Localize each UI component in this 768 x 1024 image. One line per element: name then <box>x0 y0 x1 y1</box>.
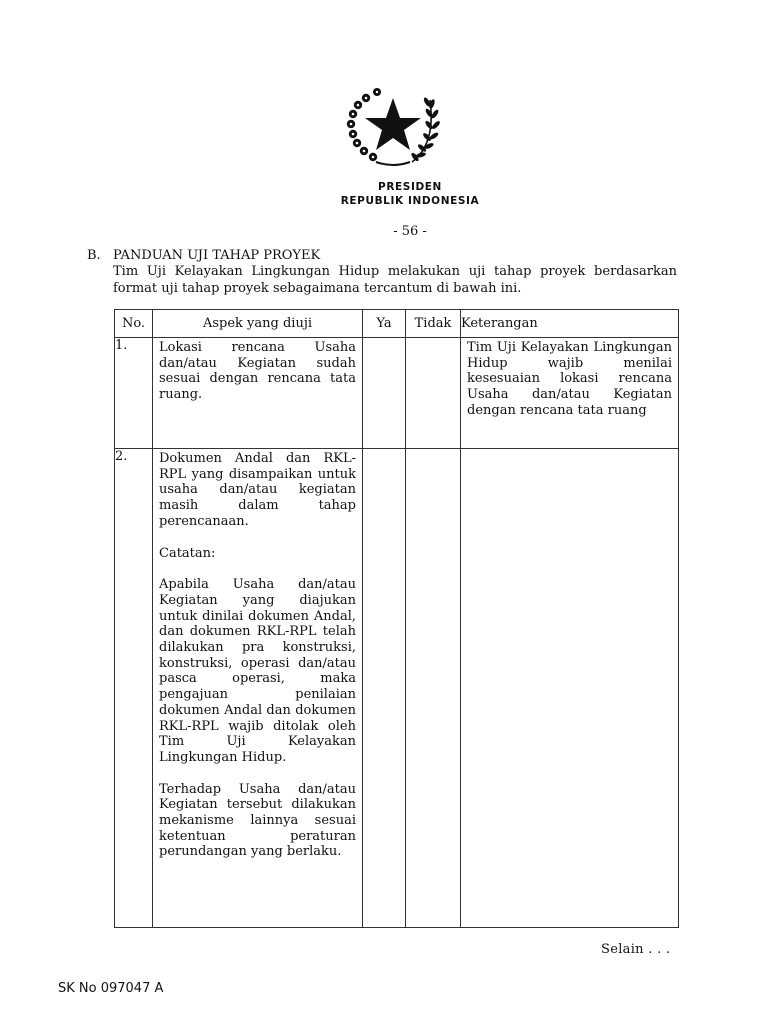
page-number: - 56 - <box>393 224 427 239</box>
header-title: PRESIDEN <box>378 181 442 193</box>
row-aspek <box>153 338 363 449</box>
test-stage-table <box>114 309 679 928</box>
row-keterangan <box>461 449 679 928</box>
row-tidak-cell <box>406 338 461 449</box>
document-code: SK No 097047 A <box>58 981 164 996</box>
header-no: No. <box>115 310 153 338</box>
aspek-paragraph: Apabila Usaha dan/atau Kegiatan yang diajukan untuk dinilai dokumen Andal, dan dokumen RKL-RPL telah dilakukan pra konstruksi, konstruksi, operasi dan/atau pasca operasi, maka pengajuan penilaian dokumen Andal dan dokumen RKL-RPL wajib ditolak oleh Tim Uji Kelayakan Lingkungan Hidup. <box>159 577 356 765</box>
continuation-text: Selain . . . <box>601 942 671 957</box>
aspek-paragraph: Terhadap Usaha dan/atau Kegiatan tersebut dilakukan mekanisme lainnya sesuai ketentuan peraturan perundangan yang berlaku. <box>159 781 356 860</box>
row-tidak-cell <box>406 449 461 928</box>
row-number: 1. <box>115 338 153 449</box>
section-label: B. <box>87 248 101 263</box>
row-number: 2. <box>115 449 153 928</box>
table-row <box>115 449 679 928</box>
section-title: PANDUAN UJI TAHAP PROYEK <box>113 248 321 263</box>
row-keterangan <box>461 338 679 449</box>
row-aspek <box>153 449 363 928</box>
header-tidak: Tidak <box>406 310 461 338</box>
aspek-paragraph: Dokumen Andal dan RKL-RPL yang disampaikan untuk usaha dan/atau kegiatan masih dalam tahap perencanaan. <box>159 451 356 529</box>
header-ya: Ya <box>363 310 406 338</box>
header-aspek: Aspek yang diuji <box>153 310 363 338</box>
aspek-note-label: Catatan: <box>159 545 216 561</box>
keterangan-paragraph: Tim Uji Kelayakan Lingkungan Hidup wajib menilai kesesuaian lokasi rencana Usaha dan/atau Kegiatan dengan rencana tata ruang <box>467 340 672 418</box>
section-heading <box>87 248 320 263</box>
aspek-paragraph: Lokasi rencana Usaha dan/atau Kegiatan sudah sesuai dengan rencana tata ruang. <box>159 340 356 403</box>
section-intro: Tim Uji Kelayakan Lingkungan Hidup melakukan uji tahap proyek berdasarkan format uji tahap proyek sebagaimana tercantum di bawah ini. <box>113 264 677 296</box>
table-row <box>115 338 679 449</box>
state-emblem-icon <box>340 78 445 170</box>
row-ya-cell <box>363 449 406 928</box>
table-header-row <box>115 310 679 338</box>
header-keterangan: Keterangan <box>461 310 679 338</box>
header-subtitle: REPUBLIK INDONESIA <box>340 195 480 207</box>
row-ya-cell <box>363 338 406 449</box>
